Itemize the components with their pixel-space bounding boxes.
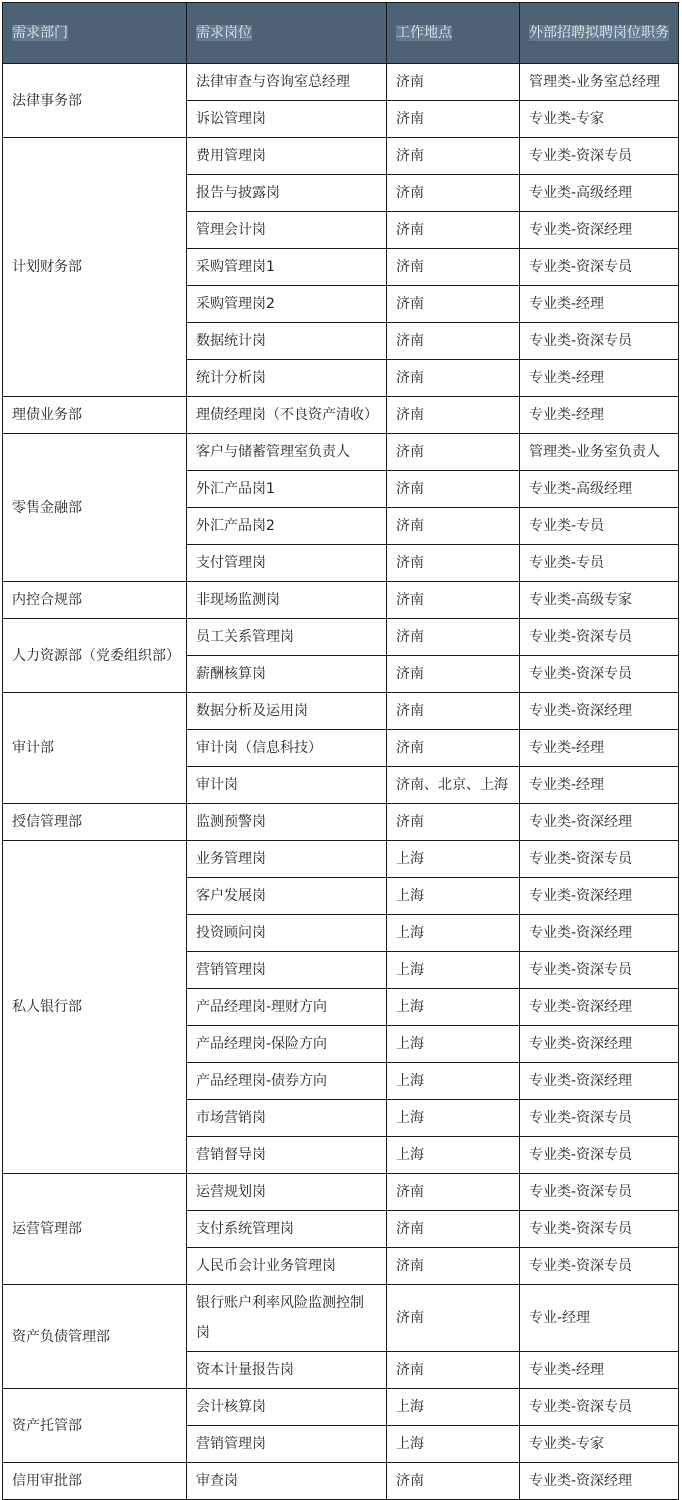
location-cell: 上海: [387, 915, 520, 952]
job-title-cell: 专业类-资深经理: [520, 1463, 679, 1500]
position-cell: 支付管理岗: [187, 545, 387, 582]
position-cell: 报告与披露岗: [187, 175, 387, 212]
position-cell: 资本计量报告岗: [187, 1352, 387, 1389]
header-row: [3, 3, 679, 64]
table-row: [3, 64, 679, 101]
location-cell: 上海: [387, 1137, 520, 1174]
location-cell: 济南: [387, 693, 520, 730]
location-cell: 济南: [387, 64, 520, 101]
position-cell: 产品经理岗-债券方向: [187, 1063, 387, 1100]
position-cell: 客户与储蓄管理室负责人: [187, 434, 387, 471]
location-cell: 济南: [387, 1248, 520, 1285]
location-cell: 济南: [387, 397, 520, 434]
position-cell: 采购管理岗1: [187, 249, 387, 286]
department-cell: 计划财务部: [3, 138, 187, 397]
job-title-cell: 专业类-专员: [520, 508, 679, 545]
job-title-cell: 专业类-经理: [520, 730, 679, 767]
location-cell: 济南: [387, 804, 520, 841]
job-title-cell: 专业类-资深经理: [520, 1063, 679, 1100]
position-cell: 诉讼管理岗: [187, 101, 387, 138]
position-cell: 薪酬核算岗: [187, 656, 387, 693]
job-title-cell: 专业类-资深专员: [520, 841, 679, 878]
department-cell: 审计部: [3, 693, 187, 804]
job-title-cell: 专业类-资深专员: [520, 952, 679, 989]
location-cell: 济南: [387, 508, 520, 545]
job-title-cell: 专业类-资深专员: [520, 619, 679, 656]
location-cell: 济南: [387, 1285, 520, 1352]
job-title-cell: 专业类-高级经理: [520, 471, 679, 508]
job-title-cell: 专业类-高级经理: [520, 175, 679, 212]
position-cell: 业务管理岗: [187, 841, 387, 878]
position-cell: 投资顾问岗: [187, 915, 387, 952]
location-cell: 上海: [387, 841, 520, 878]
header-label: 外部招聘拟聘岗位职务: [529, 25, 669, 41]
location-cell: 上海: [387, 952, 520, 989]
table-body: [3, 64, 679, 1500]
department-cell: 资产负债管理部: [3, 1285, 187, 1389]
job-title-cell: 专业类-资深专员: [520, 1137, 679, 1174]
location-cell: 上海: [387, 1100, 520, 1137]
job-title-cell: 专业类-资深经理: [520, 989, 679, 1026]
location-cell: 济南: [387, 582, 520, 619]
location-cell: 济南: [387, 138, 520, 175]
job-title-cell: 专业类-经理: [520, 1352, 679, 1389]
position-cell: 审查岗: [187, 1463, 387, 1500]
recruitment-table: [2, 2, 679, 1500]
department-cell: 信用审批部: [3, 1463, 187, 1500]
job-title-cell: 专业类-高级专家: [520, 582, 679, 619]
job-title-cell: 专业类-资深经理: [520, 878, 679, 915]
position-cell: 营销管理岗: [187, 1426, 387, 1463]
location-cell: 上海: [387, 1026, 520, 1063]
department-cell: 资产托管部: [3, 1389, 187, 1463]
location-cell: 济南: [387, 175, 520, 212]
job-title-cell: 专业类-经理: [520, 360, 679, 397]
location-cell: 济南: [387, 286, 520, 323]
job-title-cell: 专业类-资深专员: [520, 249, 679, 286]
position-cell: 客户发展岗: [187, 878, 387, 915]
position-cell: 理债经理岗（不良资产清收）: [187, 397, 387, 434]
position-cell: 人民币会计业务管理岗: [187, 1248, 387, 1285]
job-title-cell: 专业类-专家: [520, 101, 679, 138]
job-title-cell: 专业类-资深专员: [520, 323, 679, 360]
location-cell: 济南: [387, 360, 520, 397]
location-cell: 济南: [387, 101, 520, 138]
job-title-cell: 专业类-经理: [520, 286, 679, 323]
department-cell: 运营管理部: [3, 1174, 187, 1285]
job-title-cell: 专业类-资深专员: [520, 138, 679, 175]
location-cell: 济南: [387, 545, 520, 582]
table-row: [3, 1463, 679, 1500]
location-cell: 济南: [387, 619, 520, 656]
table-row: [3, 582, 679, 619]
job-title-cell: 专业类-资深专员: [520, 656, 679, 693]
header-cell-location: [387, 3, 520, 64]
job-title-cell: 管理类-业务室负责人: [520, 434, 679, 471]
job-title-cell: 专业类-资深专员: [520, 1389, 679, 1426]
department-cell: 零售金融部: [3, 434, 187, 582]
location-cell: 上海: [387, 989, 520, 1026]
location-cell: 济南、北京、上海: [387, 767, 520, 804]
department-cell: 授信管理部: [3, 804, 187, 841]
position-cell: 运营规划岗: [187, 1174, 387, 1211]
position-cell: 非现场监测岗: [187, 582, 387, 619]
job-title-cell: 专业-经理: [520, 1285, 679, 1352]
job-title-cell: 专业类-资深经理: [520, 915, 679, 952]
job-title-cell: 专业类-专员: [520, 545, 679, 582]
location-cell: 上海: [387, 1063, 520, 1100]
department-cell: 理债业务部: [3, 397, 187, 434]
position-cell: 银行账户利率风险监测控制岗: [187, 1285, 387, 1352]
position-cell: 市场营销岗: [187, 1100, 387, 1137]
job-title-cell: 专业类-资深经理: [520, 212, 679, 249]
position-cell: 数据统计岗: [187, 323, 387, 360]
position-cell: 外汇产品岗2: [187, 508, 387, 545]
header-cell-department: [3, 3, 187, 64]
header-cell-job-title: [520, 3, 679, 64]
job-title-cell: 专业类-资深专员: [520, 1174, 679, 1211]
table-row: [3, 1389, 679, 1426]
location-cell: 上海: [387, 1426, 520, 1463]
header-label: 需求部门: [12, 25, 68, 41]
location-cell: 济南: [387, 249, 520, 286]
position-cell: 法律审查与咨询室总经理: [187, 64, 387, 101]
position-cell: 费用管理岗: [187, 138, 387, 175]
position-cell: 支付系统管理岗: [187, 1211, 387, 1248]
position-cell: 产品经理岗-理财方向: [187, 989, 387, 1026]
department-cell: 人力资源部（党委组织部）: [3, 619, 187, 693]
job-title-cell: 管理类-业务室总经理: [520, 64, 679, 101]
department-cell: 法律事务部: [3, 64, 187, 138]
position-cell: 采购管理岗2: [187, 286, 387, 323]
header-label: 工作地点: [396, 25, 452, 41]
table-row: [3, 841, 679, 878]
job-title-cell: 专业类-资深专员: [520, 1211, 679, 1248]
location-cell: 济南: [387, 730, 520, 767]
position-cell: 会计核算岗: [187, 1389, 387, 1426]
location-cell: 上海: [387, 878, 520, 915]
position-cell: 监测预警岗: [187, 804, 387, 841]
position-cell: 统计分析岗: [187, 360, 387, 397]
position-cell: 营销督导岗: [187, 1137, 387, 1174]
job-title-cell: 专业类-资深经理: [520, 693, 679, 730]
location-cell: 济南: [387, 323, 520, 360]
table-row: [3, 619, 679, 656]
job-title-cell: 专业类-资深专员: [520, 1100, 679, 1137]
position-cell: 外汇产品岗1: [187, 471, 387, 508]
table-header: [3, 3, 679, 64]
job-title-cell: 专业类-专家: [520, 1426, 679, 1463]
table-row: [3, 1285, 679, 1352]
job-title-cell: 专业类-资深专员: [520, 1248, 679, 1285]
job-title-cell: 专业类-经理: [520, 397, 679, 434]
table-row: [3, 804, 679, 841]
position-cell: 产品经理岗-保险方向: [187, 1026, 387, 1063]
location-cell: 济南: [387, 1463, 520, 1500]
location-cell: 济南: [387, 1174, 520, 1211]
department-cell: 私人银行部: [3, 841, 187, 1174]
position-cell: 员工关系管理岗: [187, 619, 387, 656]
location-cell: 济南: [387, 471, 520, 508]
position-cell: 审计岗（信息科技）: [187, 730, 387, 767]
location-cell: 济南: [387, 1211, 520, 1248]
position-cell: 数据分析及运用岗: [187, 693, 387, 730]
header-cell-position: [187, 3, 387, 64]
location-cell: 济南: [387, 212, 520, 249]
department-cell: 内控合规部: [3, 582, 187, 619]
job-title-cell: 专业类-资深经理: [520, 1026, 679, 1063]
table-row: [3, 693, 679, 730]
table-row: [3, 138, 679, 175]
job-title-cell: 专业类-经理: [520, 767, 679, 804]
location-cell: 济南: [387, 656, 520, 693]
table-row: [3, 1174, 679, 1211]
location-cell: 上海: [387, 1389, 520, 1426]
location-cell: 济南: [387, 1352, 520, 1389]
table-row: [3, 397, 679, 434]
position-cell: 审计岗: [187, 767, 387, 804]
location-cell: 济南: [387, 434, 520, 471]
job-title-cell: 专业类-资深经理: [520, 804, 679, 841]
header-label: 需求岗位: [196, 25, 252, 41]
position-cell: 管理会计岗: [187, 212, 387, 249]
position-cell: 营销管理岗: [187, 952, 387, 989]
table-row: [3, 434, 679, 471]
